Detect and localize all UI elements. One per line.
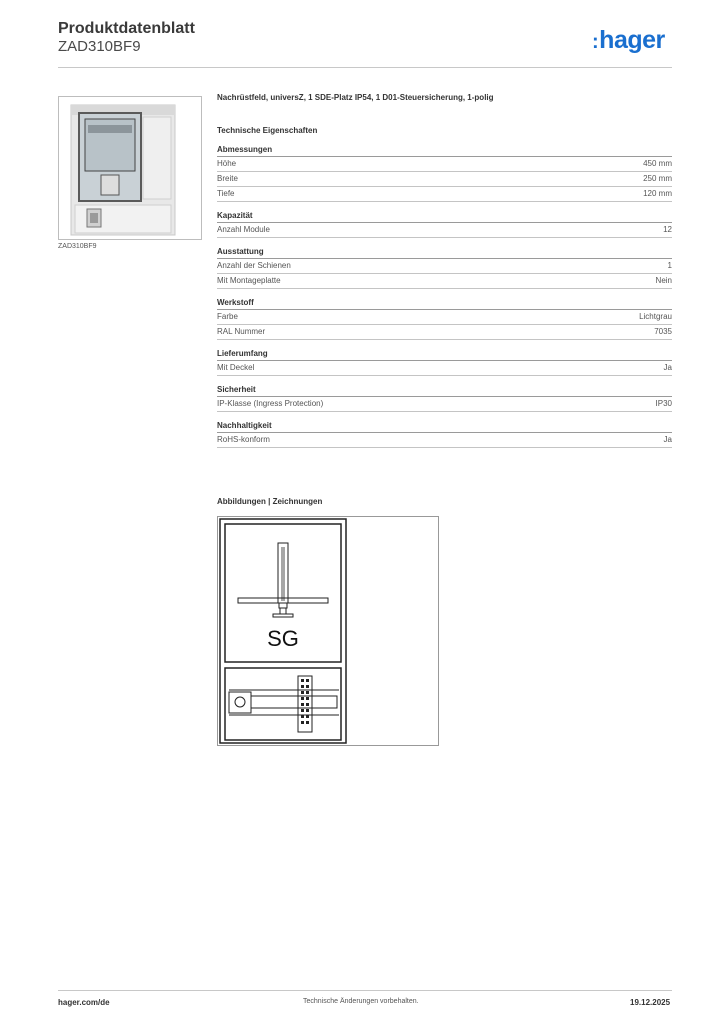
- property-label: RAL Nummer: [217, 327, 266, 336]
- group-title: Ausstattung: [217, 247, 672, 259]
- product-code: ZAD310BF9: [58, 38, 141, 55]
- property-label: Mit Deckel: [217, 363, 255, 372]
- header-divider: [58, 67, 672, 68]
- property-row: [217, 397, 672, 412]
- footer-note: Technische Änderungen vorbehalten.: [303, 998, 419, 1005]
- property-value: IP30: [655, 399, 672, 408]
- property-group: [217, 385, 672, 412]
- property-value: 1: [667, 261, 672, 270]
- property-value: 450 mm: [643, 159, 672, 168]
- property-row: [217, 157, 672, 172]
- property-label: Farbe: [217, 312, 238, 321]
- property-row: [217, 187, 672, 202]
- property-row: [217, 172, 672, 187]
- property-label: Höhe: [217, 159, 237, 168]
- property-row: [217, 310, 672, 325]
- property-label: IP-Klasse (Ingress Protection): [217, 399, 324, 408]
- footer-date: 19.12.2025: [630, 998, 671, 1007]
- drawing-label: SG: [267, 626, 299, 651]
- property-value: Ja: [663, 363, 672, 372]
- property-groups: [217, 145, 672, 448]
- property-row: [217, 361, 672, 376]
- property-value: 12: [663, 225, 672, 234]
- group-title: Nachhaltigkeit: [217, 421, 672, 433]
- property-label: Mit Montageplatte: [217, 276, 281, 285]
- property-value: 7035: [654, 327, 672, 336]
- property-row: [217, 223, 672, 238]
- property-label: Tiefe: [217, 189, 235, 198]
- group-title: Sicherheit: [217, 385, 672, 397]
- property-value: Lichtgrau: [639, 312, 672, 321]
- hager-logo: [592, 26, 665, 55]
- group-title: Abmessungen: [217, 145, 672, 157]
- properties-panel: [217, 93, 672, 457]
- image-caption: ZAD310BF9: [58, 243, 97, 250]
- property-value: Ja: [663, 435, 672, 444]
- property-group: [217, 145, 672, 202]
- property-row: [217, 325, 672, 340]
- property-label: Breite: [217, 174, 238, 183]
- property-label: Anzahl Module: [217, 225, 270, 234]
- enclosure-product-icon: [59, 97, 201, 239]
- group-title: Kapazität: [217, 211, 672, 223]
- section-title: Technische Eigenschaften: [217, 126, 318, 135]
- property-group: [217, 298, 672, 340]
- logo-text: hager: [599, 26, 665, 54]
- property-row: [217, 433, 672, 448]
- property-label: RoHS-konform: [217, 435, 270, 444]
- group-title: Lieferumfang: [217, 349, 672, 361]
- property-group: [217, 421, 672, 448]
- property-group: [217, 247, 672, 289]
- property-label: Anzahl der Schienen: [217, 261, 291, 270]
- group-title: Werkstoff: [217, 298, 672, 310]
- property-value: Nein: [655, 276, 672, 285]
- property-row: [217, 259, 672, 274]
- property-group: [217, 349, 672, 376]
- product-image: [58, 96, 202, 240]
- figures-title: Abbildungen | Zeichnungen: [217, 497, 323, 506]
- footer-divider: [58, 990, 672, 991]
- technical-drawing: [217, 516, 439, 746]
- property-group: [217, 211, 672, 238]
- property-row: [217, 274, 672, 289]
- product-description: Nachrüstfeld, universZ, 1 SDE-Platz IP54, 1 D01-Steuersicherung, 1-polig: [217, 93, 494, 102]
- logo-dots-icon: :: [592, 31, 599, 53]
- footer-website-link[interactable]: hager.com/de: [58, 998, 110, 1007]
- property-value: 120 mm: [643, 189, 672, 198]
- property-value: 250 mm: [643, 174, 672, 183]
- page-title: Produktdatenblatt: [58, 20, 195, 37]
